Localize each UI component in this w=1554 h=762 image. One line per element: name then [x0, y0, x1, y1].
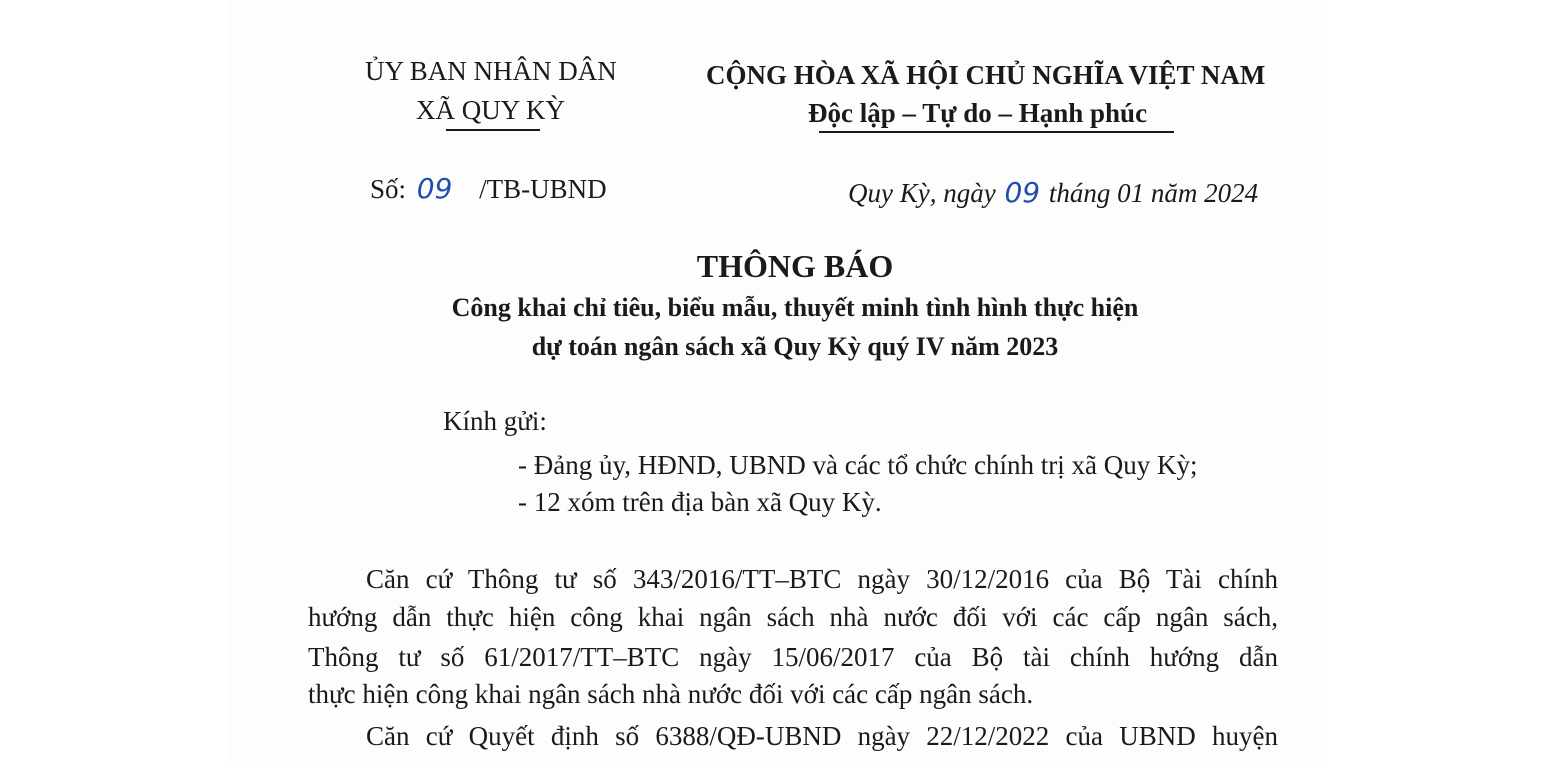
org-name-line2: XÃ QUY KỲ	[416, 95, 565, 125]
number-prefix: Số:	[370, 174, 407, 204]
number-suffix: /TB-UBND	[479, 174, 607, 204]
date-suffix: tháng 01 năm 2024	[1048, 178, 1259, 208]
document-date	[848, 176, 1258, 209]
body-line: Thông tư số 61/2017/TT–BTC ngày 15/06/2017 của Bộ tài chính hướng dẫn	[308, 642, 1278, 672]
body-line: Căn cứ Thông tư số 343/2016/TT–BTC ngày 30/12/2016 của Bộ Tài chính	[366, 564, 1278, 594]
org-name-line1: ỦY BAN NHÂN DÂN	[365, 56, 617, 86]
body-line: thực hiện công khai ngân sách nhà nước đối với các cấp ngân sách.	[308, 679, 1034, 709]
org-underline	[446, 129, 540, 131]
document-title: THÔNG BÁO	[696, 248, 894, 284]
body-line: Căn cứ Quyết định số 6388/QĐ-UBND ngày 22/12/2022 của UBND huyện	[366, 721, 1278, 751]
recipient-item: - 12 xóm trên địa bàn xã Quy Kỳ.	[518, 487, 882, 517]
document-subtitle-line2: dự toán ngân sách xã Quy Kỳ quý IV năm 2023	[531, 332, 1059, 361]
document-number	[370, 172, 607, 205]
number-handwritten: 09	[416, 172, 453, 205]
national-motto: Độc lập – Tự do – Hạnh phúc	[808, 98, 1148, 128]
date-day-handwritten: 09	[1004, 176, 1041, 209]
national-title: CỘNG HÒA XÃ HỘI CHỦ NGHĨA VIỆT NAM	[706, 60, 1266, 90]
body-line: hướng dẫn thực hiện công khai ngân sách nhà nước đối với các cấp ngân sách,	[308, 602, 1278, 632]
recipient-item: - Đảng ủy, HĐND, UBND và các tổ chức chính trị xã Quy Kỳ;	[518, 450, 1198, 480]
date-prefix: Quy Kỳ, ngày	[848, 178, 996, 208]
motto-underline	[819, 131, 1174, 133]
document-page	[228, 0, 1326, 762]
recipients-label: Kính gửi:	[443, 406, 547, 436]
document-subtitle-line1: Công khai chỉ tiêu, biểu mẫu, thuyết minh tình hình thực hiện	[451, 293, 1139, 322]
